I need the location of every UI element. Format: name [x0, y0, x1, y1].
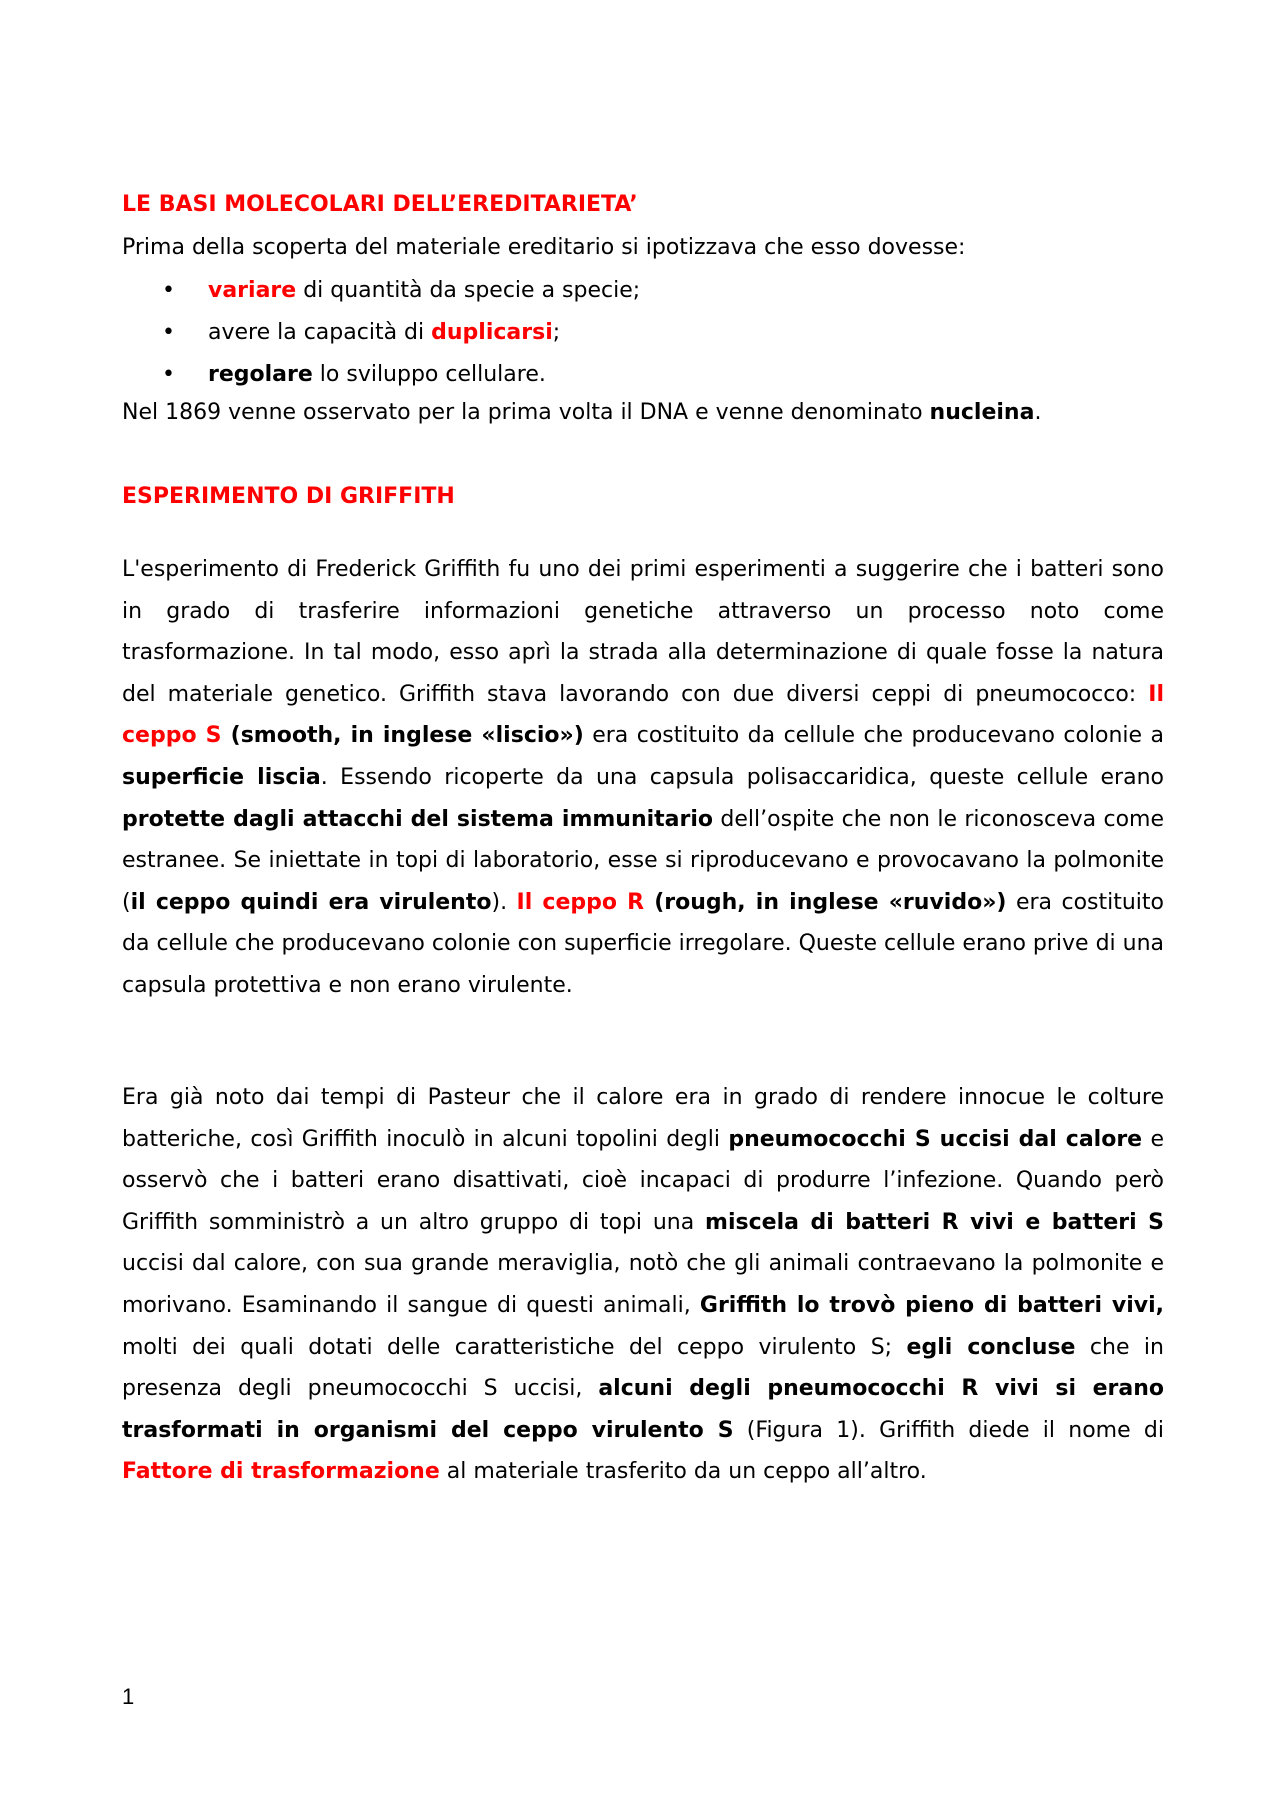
intro-line: Prima della scoperta del materiale ereditario si ipotizzava che esso dovesse:	[122, 235, 966, 260]
paragraph-griffith-strains: L'esperimento di Frederick Griffith fu uno dei primi esperimenti a suggerire che i batteri sono in grado di trasferire informazioni genetiche attraverso un processo noto come trasformazione. In tal modo, esso aprì la strada alla determinazione di quale fosse la natura del materiale genetico. Griffith stava lavorando con due diversi ceppi di pneumococco: Il ceppo S (smooth, in inglese «liscio») era costituito da cellule che producevano colonie a superficie liscia. Essendo ricoperte da una capsula polisaccaridica, queste cellule erano protette dagli attacchi del sistema immunitario dell’ospite che non le riconosceva come estranee. Se iniettate in topi di laboratorio, esse si riproducevano e provocavano la polmonite (il ceppo quindi era virulento). Il ceppo R (rough, in inglese «ruvido») era costituito da cellule che producevano colonie con superficie irregolare. Queste cellule erano prive di una capsula protettiva e non erano virulente.	[122, 557, 1165, 998]
list-item: • regolare lo sviluppo cellulare.	[122, 354, 640, 396]
paragraph-griffith-experiment: Era già noto dai tempi di Pasteur che il calore era in grado di rendere innocue le colture batteriche, così Griffith inoculò in alcuni topolini degli pneumococchi S uccisi dal calore e osservò che i batteri erano disattivati, cioè incapaci di produrre l’infezione. Quando però Griffith somministrò a un altro gruppo di topi una miscela di batteri R vivi e batteri S uccisi dal calore, con sua grande meraviglia, notò che gli animali contraevano la polmonite e morivano. Esaminando il sangue di questi animali, Griffith lo trovò pieno di batteri vivi, molti dei quali dotati delle caratteristiche del ceppo virulento S; egli concluse che in presenza degli pneumococchi S uccisi, alcuni degli pneumococchi R vivi si erano trasformati in organismi del ceppo virulento S (Figura 1). Griffith diede il nome di Fattore di trasformazione al materiale trasferito da un ceppo all’altro.	[122, 1085, 1165, 1485]
bullet-icon: •	[162, 320, 175, 345]
highlight-variare: variare	[208, 278, 297, 303]
page-number: 1	[122, 1684, 135, 1709]
red-fattore-trasformazione: Fattore di trasformazione	[122, 1459, 440, 1485]
list-item: • variare di quantità da specie a specie;	[122, 270, 640, 312]
bullet-icon: •	[162, 362, 175, 387]
red-ceppo-r: Il ceppo R	[516, 889, 645, 915]
bold-nucleina: nucleina	[929, 400, 1035, 425]
bold-regolare: regolare	[208, 362, 313, 387]
section-title-basi-molecolari: LE BASI MOLECOLARI DELL’EREDITARIETA’	[122, 192, 638, 217]
red-ceppo-s: Il ceppo S	[122, 681, 1164, 749]
section-title-griffith: ESPERIMENTO DI GRIFFITH	[122, 484, 455, 509]
highlight-duplicarsi: duplicarsi	[431, 320, 553, 345]
properties-list	[122, 270, 640, 396]
list-item: • avere la capacità di duplicarsi;	[122, 312, 640, 354]
closing-line: Nel 1869 venne osservato per la prima volta il DNA e venne denominato nucleina.	[122, 400, 1042, 425]
bullet-icon: •	[162, 278, 175, 303]
